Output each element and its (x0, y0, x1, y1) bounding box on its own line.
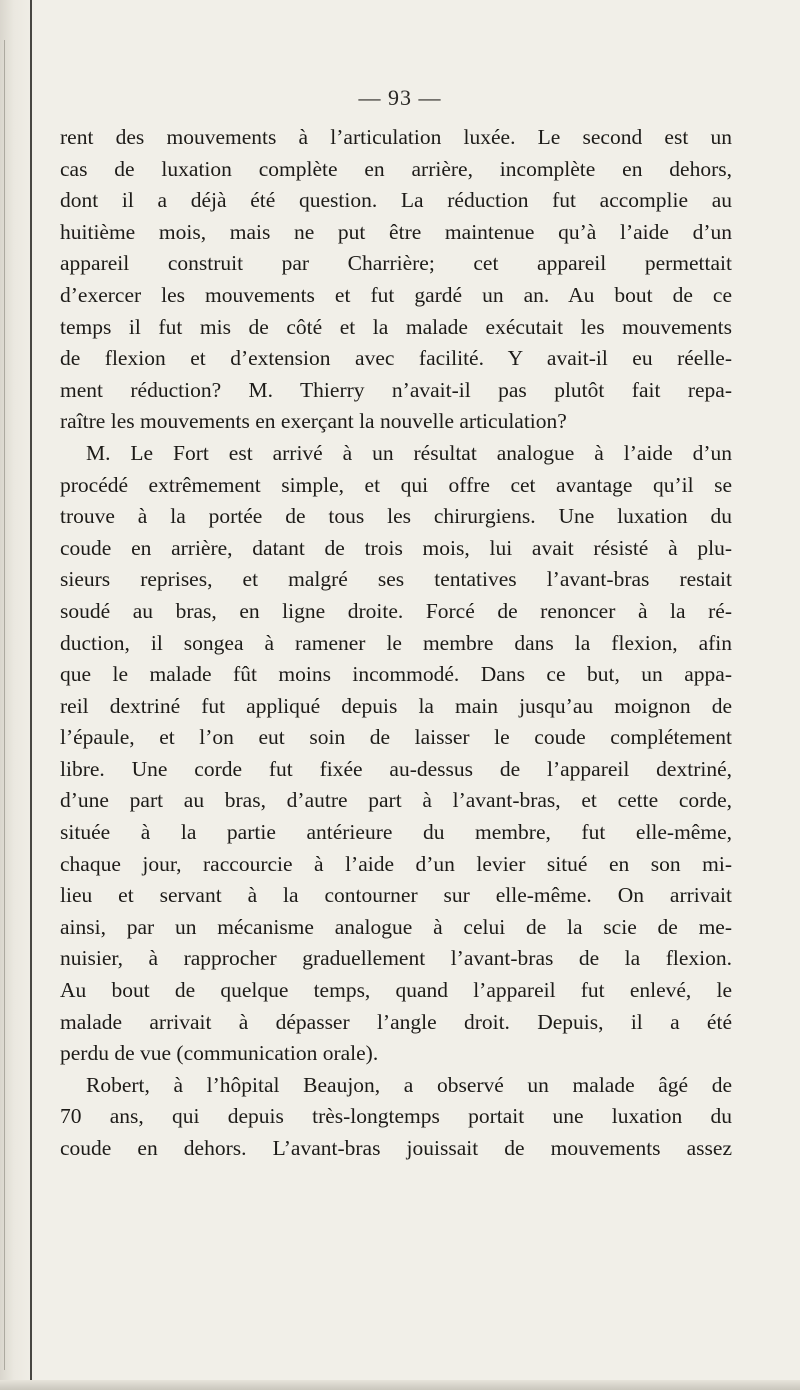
text-line: cas de luxation complète en arrière, incomplète en dehors, (60, 156, 732, 181)
text-line: perdu de vue (communication orale). (60, 1041, 379, 1066)
text-line: soudé au bras, en ligne droite. Forcé de renoncer à la ré- (60, 598, 732, 623)
text-line: d’une part au bras, d’autre part à l’avant-bras, et cette corde, (60, 788, 732, 813)
text-line: ainsi, par un mécanisme analogue à celui de la scie de me- (60, 914, 732, 939)
text-line: huitième mois, mais ne put être maintenue qu’à l’aide d’un (60, 219, 732, 244)
binding-edge-line (30, 0, 32, 1390)
page-number: — 93 — (358, 85, 442, 110)
text-line: l’épaule, et l’on eut soin de laisser le coude complétement (60, 725, 732, 750)
text-line: 70 ans, qui depuis très-longtemps portait une luxation du (60, 1104, 732, 1129)
text-line: chaque jour, raccourcie à l’aide d’un levier situé en son mi- (60, 851, 732, 876)
text-line: rent des mouvements à l’articulation luxée. Le second est un (60, 125, 732, 149)
text-line: malade arrivait à dépasser l’angle droit. Depuis, il a été (60, 1009, 732, 1034)
text-line: reil dextriné fut appliqué depuis la main jusqu’au moignon de (60, 693, 732, 718)
text-line: de flexion et d’extension avec facilité. Y avait-il eu réelle- (60, 346, 732, 371)
text-line: lieu et servant à la contourner sur elle-même. On arrivait (60, 883, 732, 908)
text-line: coude en arrière, datant de trois mois, lui avait résisté à plu- (60, 535, 732, 560)
text-line: dont il a déjà été question. La réduction fut accomplie au (60, 188, 732, 213)
text-line: Au bout de quelque temps, quand l’appareil fut enlevé, le (60, 978, 732, 1003)
text-line: duction, il songea à ramener le membre dans la flexion, afin (60, 630, 732, 655)
text-line: trouve à la portée de tous les chirurgiens. Une luxation du (60, 504, 732, 529)
text-line: sieurs reprises, et malgré ses tentatives l’avant-bras restait (60, 567, 732, 592)
text-line: que le malade fût moins incommodé. Dans ce but, un appa- (60, 662, 732, 687)
text-line: procédé extrêmement simple, et qui offre cet avantage qu’il se (60, 472, 732, 497)
text-line: coude en dehors. L’avant-bras jouissait de mouvements assez (60, 1136, 732, 1160)
text-line: ment réduction? M. Thierry n’avait-il pas plutôt fait repa- (60, 377, 732, 402)
text-line: libre. Une corde fut fixée au-dessus de l’appareil dextriné, (60, 756, 732, 781)
text-line: temps il fut mis de côté et la malade exécutait les mouvements (60, 314, 732, 339)
page-bottom-edge (0, 1380, 800, 1390)
binding-edge-faint-line (4, 40, 5, 1370)
text-line: raître les mouvements en exerçant la nouvelle articulation? (60, 409, 567, 434)
text-line: d’exercer les mouvements et fut gardé un an. Au bout de ce (60, 282, 732, 307)
text-line: nuisier, à rapprocher graduellement l’avant-bras de la flexion. (60, 946, 732, 971)
text-line: située à la partie antérieure du membre, fut elle-même, (60, 820, 732, 845)
text-line: Robert, à l’hôpital Beaujon, a observé un malade âgé de (86, 1072, 732, 1097)
text-line: appareil construit par Charrière; cet appareil permettait (60, 251, 732, 276)
body-text (60, 122, 732, 1165)
text-line: M. Le Fort est arrivé à un résultat analogue à l’aide d’un (86, 440, 732, 465)
